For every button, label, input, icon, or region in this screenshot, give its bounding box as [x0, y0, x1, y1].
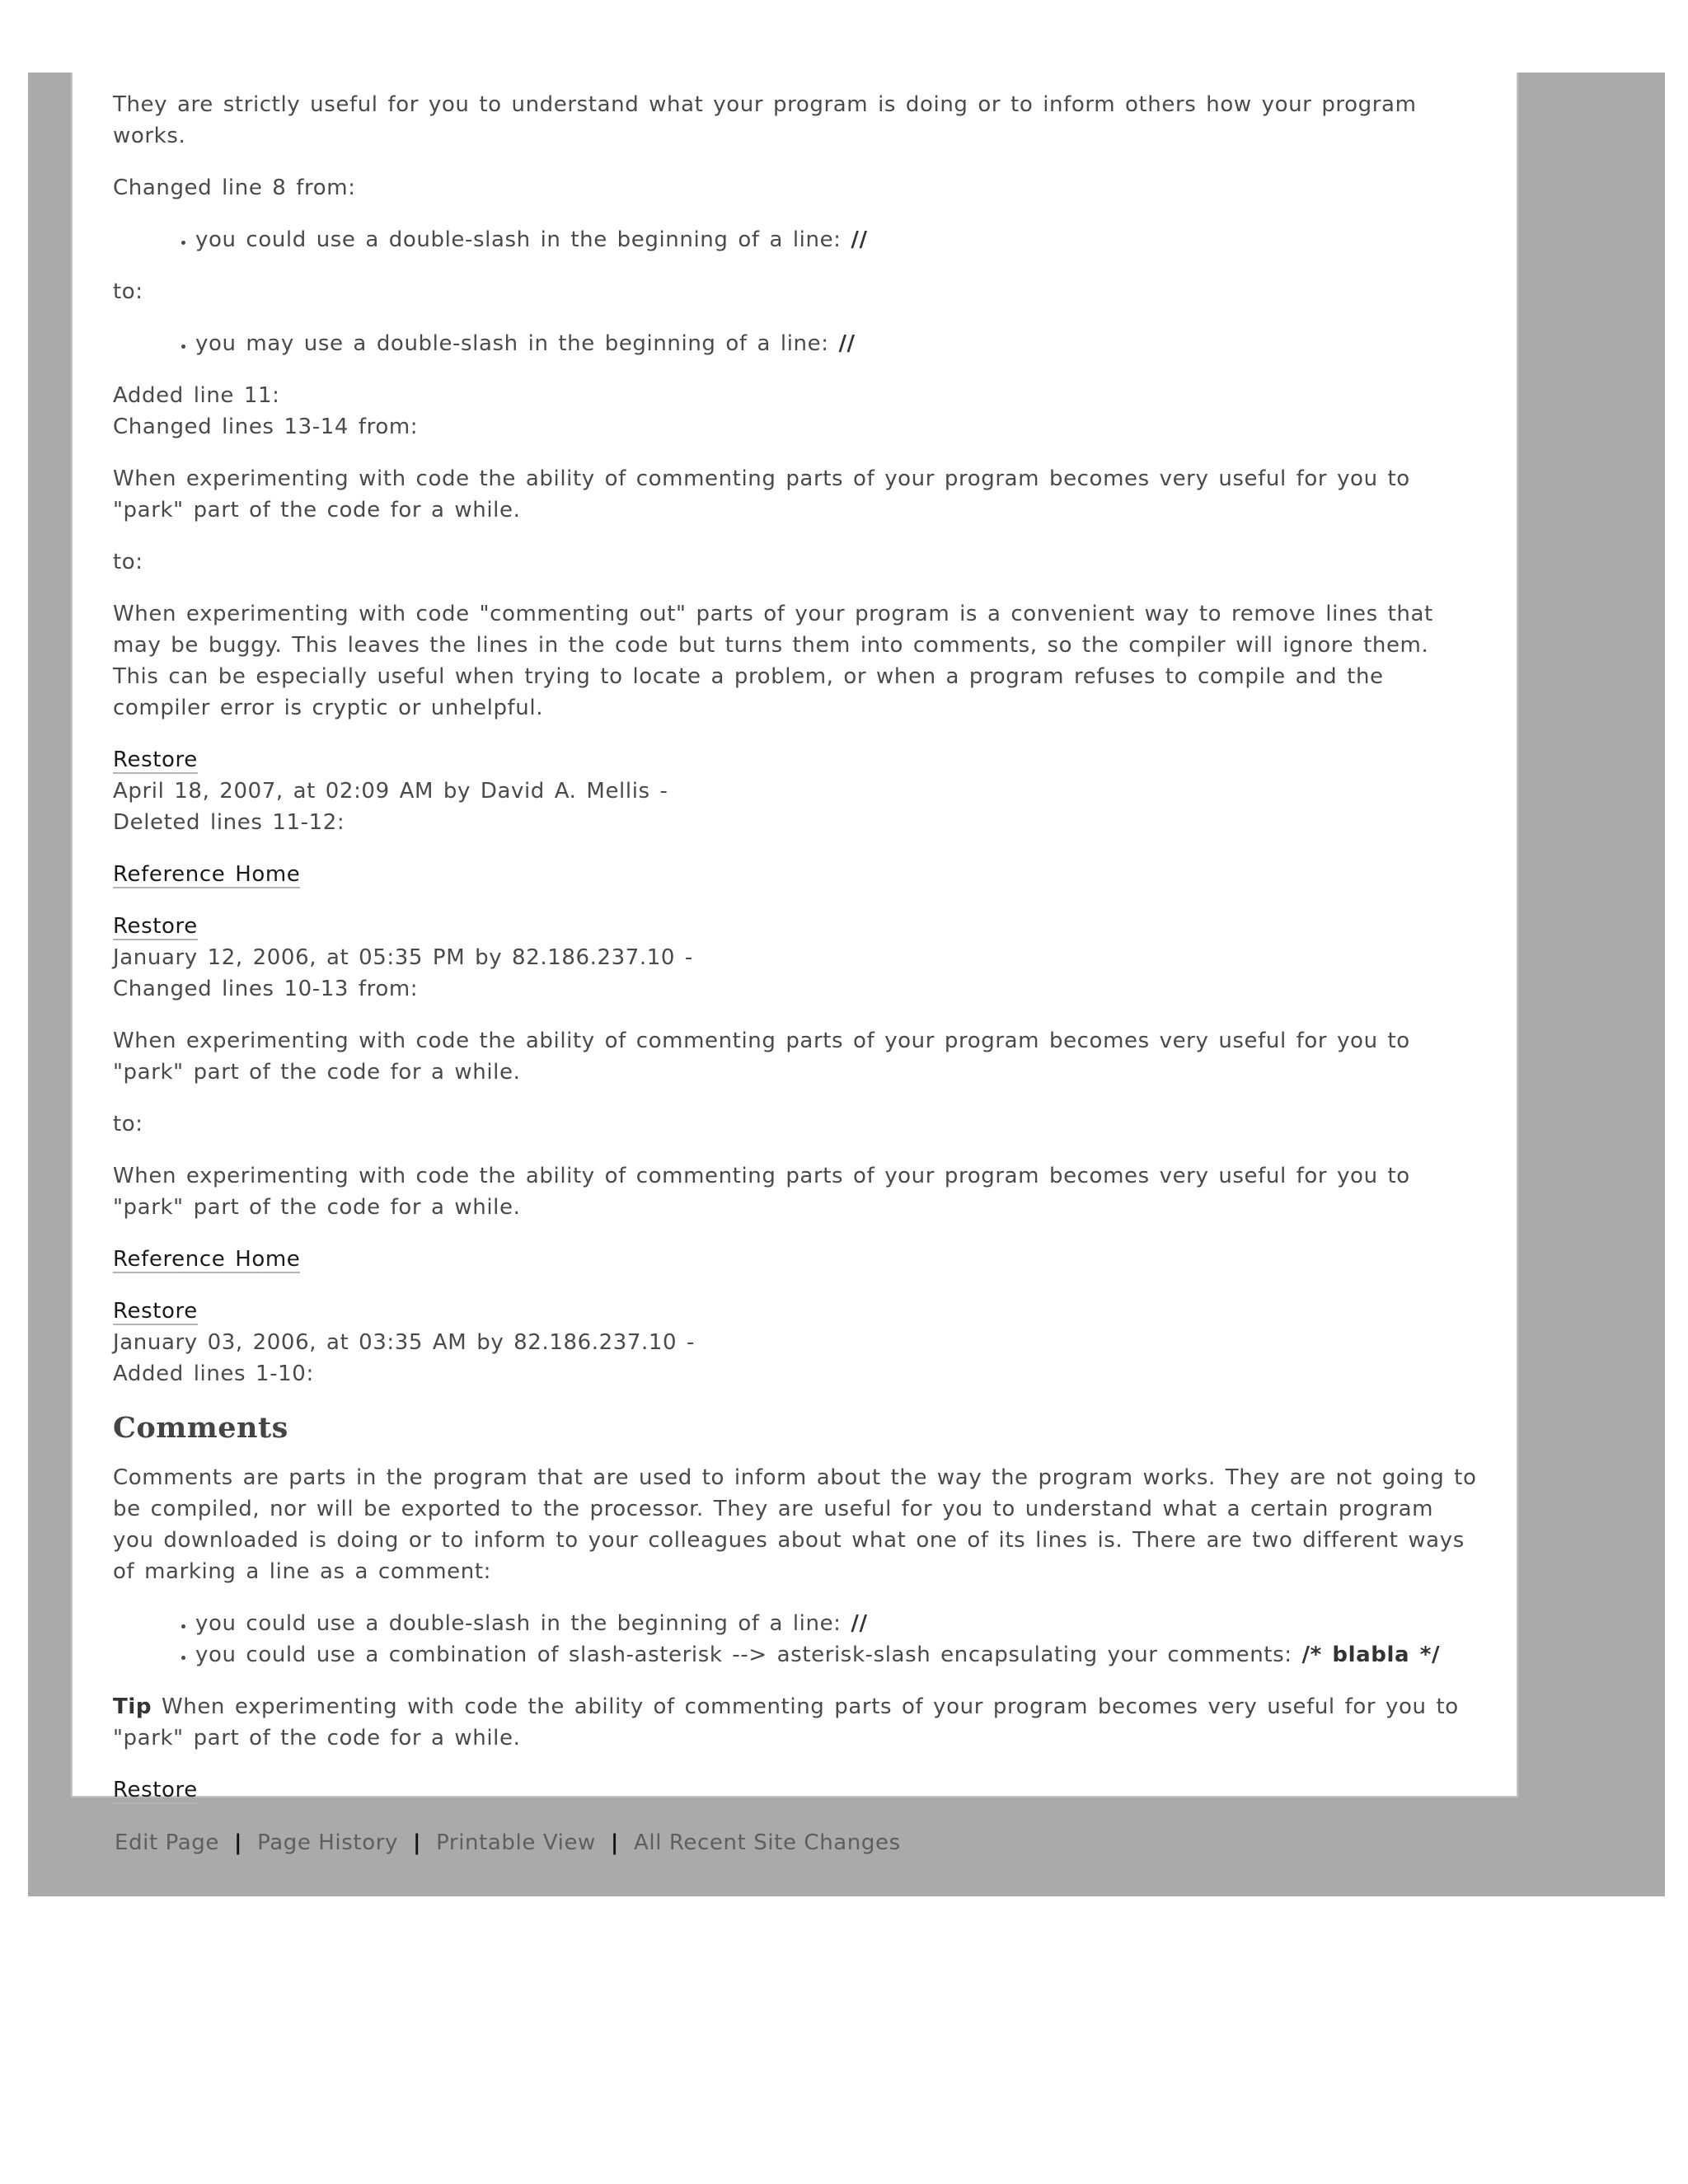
revision-entry [113, 1774, 1477, 1806]
tip-paragraph [113, 1691, 1477, 1754]
diff-text [113, 859, 1477, 890]
code-double-slash: // [838, 331, 856, 356]
diff-header: Deleted lines 11-12: [113, 810, 345, 835]
diff-list [113, 224, 1477, 255]
footer-separator: | [233, 1830, 243, 1855]
list-item-text: you could use a double-slash in the beginning of a line: [195, 227, 842, 252]
list-item [195, 224, 1477, 255]
restore-link[interactable]: Restore [113, 914, 198, 939]
diff-header: Changed lines 10-13 from: [113, 977, 419, 1001]
list-item-text: you could use a combination of slash-asterisk --> asterisk-slash encapsulating your comments: [195, 1643, 1292, 1667]
footer-actions [115, 1827, 901, 1858]
diff-text: Comments are parts in the program that are used to inform about the way the program works. They are not going to be compiled, nor will be exported to the processor. They are useful for you to understand what a certain program you downloaded is doing or to inform to your colleagues about what one of its lines is. There are two different ways of marking a line as a comment: [113, 1465, 1477, 1584]
page-history-content [113, 89, 1477, 1806]
diff-text: When experimenting with code the ability of commenting parts of your program becomes very useful for you to "park" part of the code for a while. [113, 1029, 1410, 1085]
edit-page-link[interactable]: Edit Page [115, 1830, 219, 1855]
diff-list [113, 328, 1477, 359]
diff-header: Changed line 8 from: [113, 176, 356, 200]
code-double-slash: // [851, 1611, 868, 1636]
restore-link[interactable]: Restore [113, 748, 198, 772]
list-item [195, 1639, 1477, 1671]
list-item [195, 1608, 1477, 1639]
diff-header: Added line 11: [113, 383, 280, 408]
diff-text: When experimenting with code the ability of commenting parts of your program becomes very useful for you to "park" part of the code for a while. [113, 466, 1410, 523]
revision-meta: January 03, 2006, at 03:35 AM by 82.186.237.10 - [113, 1330, 696, 1355]
diff-header: Added lines 1-10: [113, 1361, 314, 1386]
diff-text [113, 1244, 1477, 1275]
diff-text: When experimenting with code "commenting out" parts of your program is a convenient way to remove lines that may be buggy. This leaves the lines in the code but turns them into comments, so the compiler will ignore them. This can be especially useful when trying to locate a problem, or when a program refuses to compile and the compiler error is cryptic or unhelpful. [113, 602, 1433, 720]
code-double-slash: // [851, 227, 868, 252]
page-history-link[interactable]: Page History [257, 1830, 398, 1855]
restore-link[interactable]: Restore [113, 1778, 198, 1802]
restore-link[interactable]: Restore [113, 1299, 198, 1324]
code-blabla: /* blabla */ [1301, 1643, 1441, 1667]
tip-label: Tip [113, 1694, 152, 1719]
list-item [195, 328, 1477, 359]
revision-entry [113, 911, 1477, 1005]
diff-header-group [113, 380, 1477, 443]
footer-separator: | [412, 1830, 422, 1855]
revision-entry [113, 744, 1477, 838]
diff-to-label: to: [113, 279, 143, 304]
printable-view-link[interactable]: Printable View [436, 1830, 596, 1855]
tip-text: When experimenting with code the ability of commenting parts of your program becomes very useful for you to "park" part of the code for a while. [113, 1694, 1459, 1750]
diff-text: When experimenting with code the ability of commenting parts of your program becomes very useful for you to "park" part of the code for a while. [113, 1164, 1410, 1220]
list-item-text: you could use a double-slash in the beginning of a line: [195, 1611, 842, 1636]
diff-header: Changed lines 13-14 from: [113, 415, 419, 439]
diff-to-label: to: [113, 1112, 143, 1137]
list-item-text: you may use a double-slash in the beginning of a line: [195, 331, 829, 356]
diff-list [113, 1608, 1477, 1671]
comments-heading: Comments [113, 1411, 288, 1445]
diff-text: They are strictly useful for you to understand what your program is doing or to inform others how your program works. [113, 92, 1417, 148]
revision-meta: January 12, 2006, at 05:35 PM by 82.186.237.10 - [113, 945, 693, 970]
reference-home-link[interactable]: Reference Home [113, 862, 301, 887]
all-recent-site-changes-link[interactable]: All Recent Site Changes [634, 1830, 901, 1855]
revision-entry [113, 1296, 1477, 1390]
revision-meta: April 18, 2007, at 02:09 AM by David A. Mellis - [113, 779, 668, 804]
diff-to-label: to: [113, 550, 143, 574]
reference-home-link[interactable]: Reference Home [113, 1247, 301, 1272]
footer-separator: | [610, 1830, 620, 1855]
